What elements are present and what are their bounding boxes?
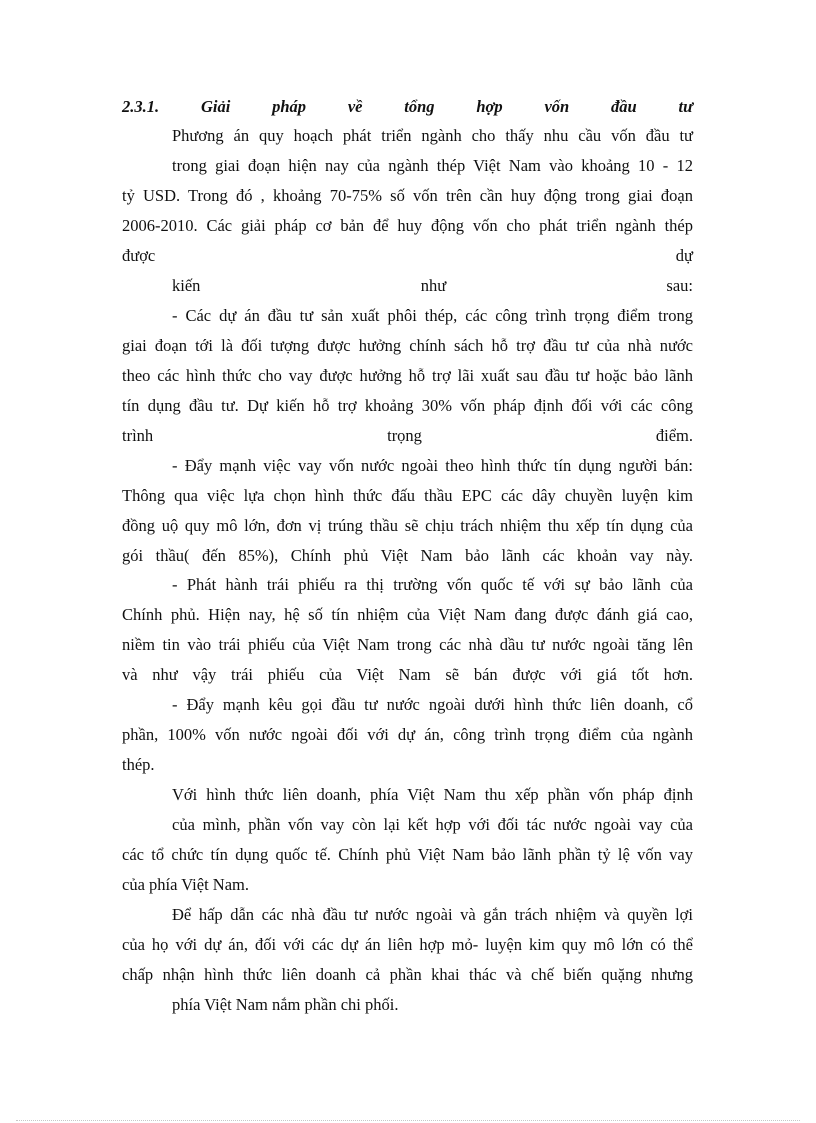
paragraph-line: - Đẩy mạnh kêu gọi đầu tư nước ngoài dưới hình thức liên doanh, cổ bbox=[172, 695, 693, 714]
paragraph-line: Để hấp dẫn các nhà đầu tư nước ngoài và gắn trách nhiệm và quyền lợi bbox=[172, 905, 693, 924]
paragraph-line: gói thầu( đến 85%), Chính phủ Việt Nam bảo lãnh các khoản vay này. bbox=[122, 546, 693, 565]
paragraph-line: và như vậy trái phiếu của Việt Nam sẽ bán được với giá tốt hơn. bbox=[122, 665, 693, 684]
paragraph-line: Chính phủ. Hiện nay, hệ số tín nhiệm của Việt Nam đang được đánh giá cao, bbox=[122, 605, 693, 624]
paragraph-line: các tổ chức tín dụng quốc tế. Chính phủ Việt Nam bảo lãnh phần tỷ lệ vốn vay bbox=[122, 845, 693, 864]
paragraph-line: trình trọng điểm. bbox=[122, 426, 693, 445]
section-heading: 2.3.1. Giải pháp về tổng hợp vốn đầu tư bbox=[122, 97, 693, 116]
paragraph-line: được dự bbox=[122, 246, 693, 265]
paragraph-line: chấp nhận hình thức liên doanh cả phần khai thác và chế biến quặng nhưng bbox=[122, 965, 693, 984]
paragraph-line: theo các hình thức cho vay được hưởng hỗ trợ lãi xuất sau đầu tư hoặc bảo lãnh bbox=[122, 366, 693, 385]
paragraph-line: kiến như sau: bbox=[172, 276, 693, 295]
paragraph-line: giai đoạn tới là đối tượng được hưởng chính sách hỗ trợ đầu tư của nhà nước bbox=[122, 336, 693, 355]
paragraph-line: Phương án quy hoạch phát triển ngành cho thấy nhu cầu vốn đầu tư bbox=[172, 126, 693, 145]
page-bottom-divider bbox=[16, 1120, 800, 1121]
paragraph-line: - Đẩy mạnh việc vay vốn nước ngoài theo hình thức tín dụng người bán: bbox=[172, 456, 693, 475]
paragraph-line: trong giai đoạn hiện nay của ngành thép Việt Nam vào khoảng 10 - 12 bbox=[172, 156, 693, 175]
paragraph-line: tín dụng đầu tư. Dự kiến hỗ trợ khoảng 30% vốn pháp định đối với các công bbox=[122, 396, 693, 415]
paragraph-line: phía Việt Nam nắm phần chi phối. bbox=[172, 995, 399, 1014]
paragraph-line: Thông qua việc lựa chọn hình thức đấu thầu EPC các dây chuyền luyện kim bbox=[122, 486, 693, 505]
paragraph-line: tỷ USD. Trong đó , khoảng 70-75% số vốn trên cần huy động trong giai đoạn bbox=[122, 186, 693, 205]
paragraph-line: niềm tin vào trái phiếu của Việt Nam trong các nhà dầu tư nước ngoài tăng lên bbox=[122, 635, 693, 654]
paragraph-line: của mình, phần vốn vay còn lại kết hợp với đối tác nước ngoài vay của bbox=[172, 815, 693, 834]
paragraph-line: Với hình thức liên doanh, phía Việt Nam thu xếp phần vốn pháp định bbox=[172, 785, 693, 804]
paragraph-line: thép. bbox=[122, 755, 155, 774]
paragraph-line: của họ với dự án, đối với các dự án liên hợp mỏ- luyện kim quy mô lớn có thể bbox=[122, 935, 693, 954]
paragraph-line: của phía Việt Nam. bbox=[122, 875, 249, 894]
paragraph-line: phần, 100% vốn nước ngoài đối với dự án, công trình trọng điểm của ngành bbox=[122, 725, 693, 744]
paragraph-line: 2006-2010. Các giải pháp cơ bản để huy động vốn cho phát triển ngành thép bbox=[122, 216, 693, 235]
paragraph-line: đồng uộ quy mô lớn, đơn vị trúng thầu sẽ chịu trách nhiệm thu xếp tín dụng của bbox=[122, 516, 693, 535]
paragraph-line: - Các dự án đầu tư sản xuất phôi thép, các công trình trọng điểm trong bbox=[172, 306, 693, 325]
paragraph-line: - Phát hành trái phiếu ra thị trường vốn quốc tế với sự bảo lãnh của bbox=[172, 575, 693, 594]
